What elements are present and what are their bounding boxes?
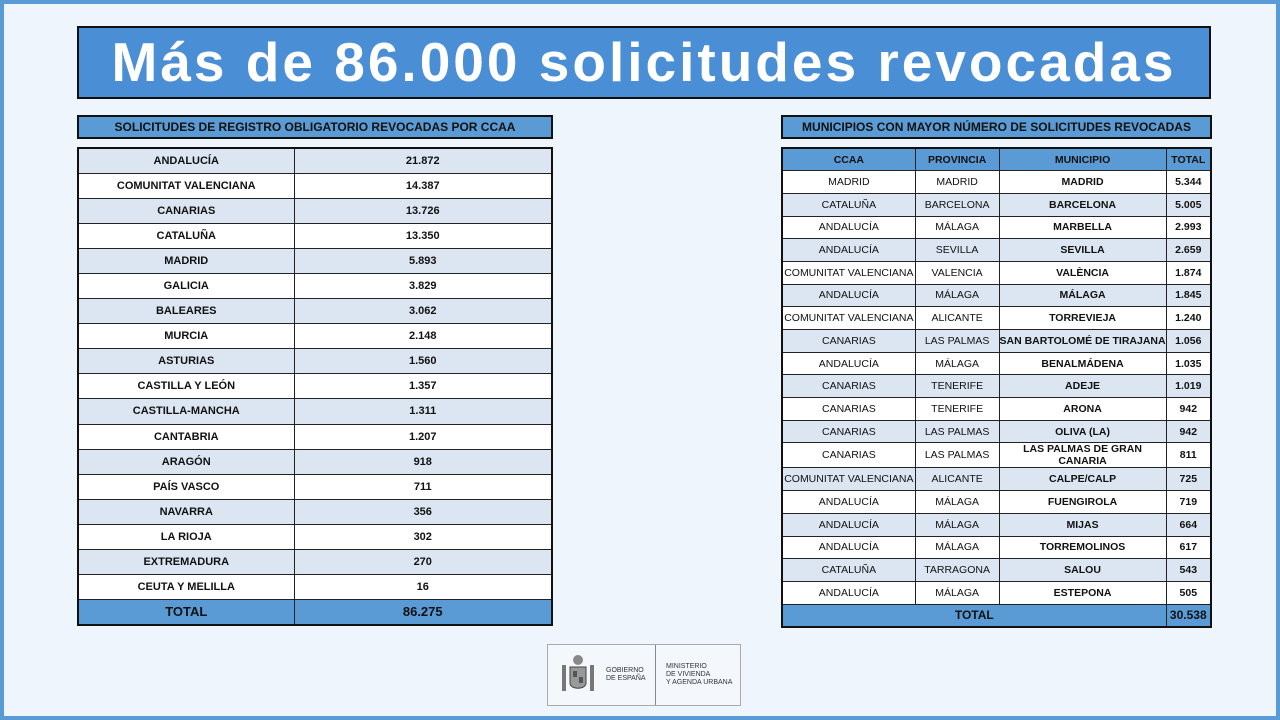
table-cell: ADEJE bbox=[999, 375, 1166, 398]
column-header: CCAA bbox=[782, 148, 915, 171]
table-row bbox=[78, 198, 552, 223]
table-row bbox=[782, 443, 1211, 468]
table-row bbox=[782, 284, 1211, 307]
table-cell: CANARIAS bbox=[782, 375, 915, 398]
table-cell: 1.019 bbox=[1166, 375, 1211, 398]
table-cell: 5.893 bbox=[294, 248, 552, 273]
coat-of-arms-icon bbox=[560, 653, 596, 697]
table-cell: COMUNITAT VALENCIANA bbox=[782, 307, 915, 330]
table-cell: LAS PALMAS DE GRAN CANARIA bbox=[999, 443, 1166, 468]
municipios-table bbox=[781, 147, 1212, 628]
table-cell: LA RIOJA bbox=[78, 524, 294, 549]
table-cell: ALICANTE bbox=[915, 307, 999, 330]
table-cell: 1.845 bbox=[1166, 284, 1211, 307]
table-cell: TENERIFE bbox=[915, 375, 999, 398]
table-row bbox=[782, 307, 1211, 330]
table-cell: 2.148 bbox=[294, 324, 552, 349]
table-row bbox=[782, 261, 1211, 284]
table-cell: 725 bbox=[1166, 468, 1211, 491]
table-cell: 1.035 bbox=[1166, 352, 1211, 375]
logo-min-line1: MINISTERIO bbox=[666, 663, 707, 670]
table-cell: ASTURIAS bbox=[78, 349, 294, 374]
table-row bbox=[782, 239, 1211, 262]
table-cell: MÁLAGA bbox=[915, 581, 999, 604]
table-cell: 86.275 bbox=[294, 600, 552, 625]
table-cell: ANDALUCÍA bbox=[782, 352, 915, 375]
table-cell: FUENGIROLA bbox=[999, 491, 1166, 514]
table-cell: MÁLAGA bbox=[915, 491, 999, 514]
table-cell: ALICANTE bbox=[915, 468, 999, 491]
table-cell: COMUNITAT VALENCIANA bbox=[782, 261, 915, 284]
table-cell: LAS PALMAS bbox=[915, 420, 999, 443]
table-cell: SAN BARTOLOMÉ DE TIRAJANA bbox=[999, 330, 1166, 353]
table-row bbox=[782, 375, 1211, 398]
table-row bbox=[78, 424, 552, 449]
table-cell: CANARIAS bbox=[782, 330, 915, 353]
table-row bbox=[78, 349, 552, 374]
table-cell: GALICIA bbox=[78, 273, 294, 298]
table-cell: 302 bbox=[294, 524, 552, 549]
slide bbox=[4, 4, 1276, 716]
table-cell: MIJAS bbox=[999, 513, 1166, 536]
table-cell: CANARIAS bbox=[782, 443, 915, 468]
table-cell: MÁLAGA bbox=[999, 284, 1166, 307]
table-cell: MARBELLA bbox=[999, 216, 1166, 239]
table-cell: CANARIAS bbox=[782, 420, 915, 443]
table-cell: 1.560 bbox=[294, 349, 552, 374]
table-cell: BARCELONA bbox=[999, 193, 1166, 216]
table-cell: TORREMOLINOS bbox=[999, 536, 1166, 559]
table-cell: SALOU bbox=[999, 559, 1166, 582]
table-cell: BENALMÁDENA bbox=[999, 352, 1166, 375]
table-row bbox=[78, 575, 552, 600]
table-cell: CASTILLA Y LEÓN bbox=[78, 374, 294, 399]
table-row bbox=[782, 193, 1211, 216]
table-cell: 270 bbox=[294, 550, 552, 575]
table-cell: TORREVIEJA bbox=[999, 307, 1166, 330]
table-cell: VALÈNCIA bbox=[999, 261, 1166, 284]
table-cell: SEVILLA bbox=[999, 239, 1166, 262]
table-cell: LAS PALMAS bbox=[915, 443, 999, 468]
table-row bbox=[782, 330, 1211, 353]
table-cell: 1.240 bbox=[1166, 307, 1211, 330]
table-row bbox=[78, 524, 552, 549]
table-cell: ANDALUCÍA bbox=[78, 148, 294, 173]
table-cell: TOTAL bbox=[78, 600, 294, 625]
table-cell: ANDALUCÍA bbox=[782, 284, 915, 307]
table-cell: NAVARRA bbox=[78, 499, 294, 524]
table-row bbox=[782, 513, 1211, 536]
table-row bbox=[78, 299, 552, 324]
table-cell: 3.062 bbox=[294, 299, 552, 324]
table-cell: VALENCIA bbox=[915, 261, 999, 284]
right-table-caption: MUNICIPIOS CON MAYOR NÚMERO DE SOLICITUDES REVOCADAS bbox=[781, 115, 1212, 139]
table-cell: 942 bbox=[1166, 420, 1211, 443]
table-row bbox=[78, 173, 552, 198]
table-row bbox=[78, 550, 552, 575]
table-cell: LAS PALMAS bbox=[915, 330, 999, 353]
table-row bbox=[78, 148, 552, 173]
column-header: PROVINCIA bbox=[915, 148, 999, 171]
table-cell: 942 bbox=[1166, 398, 1211, 421]
table-row bbox=[78, 223, 552, 248]
table-cell: BARCELONA bbox=[915, 193, 999, 216]
table-cell: 13.726 bbox=[294, 198, 552, 223]
logo-min-line2: DE VIVIENDA bbox=[666, 671, 711, 678]
table-cell: MADRID bbox=[782, 171, 915, 194]
table-cell: OLIVA (LA) bbox=[999, 420, 1166, 443]
table-cell: 719 bbox=[1166, 491, 1211, 514]
table-row bbox=[782, 352, 1211, 375]
table-cell: 1.311 bbox=[294, 399, 552, 424]
ccaa-table bbox=[77, 147, 553, 626]
table-cell: 2.659 bbox=[1166, 239, 1211, 262]
table-cell: 918 bbox=[294, 449, 552, 474]
table-cell: 16 bbox=[294, 575, 552, 600]
table-cell: 1.874 bbox=[1166, 261, 1211, 284]
table-cell: COMUNITAT VALENCIANA bbox=[78, 173, 294, 198]
total-row bbox=[78, 600, 552, 625]
table-row bbox=[782, 420, 1211, 443]
table-row bbox=[78, 273, 552, 298]
table-cell: 3.829 bbox=[294, 273, 552, 298]
table-cell: COMUNITAT VALENCIANA bbox=[782, 468, 915, 491]
total-row bbox=[782, 604, 1211, 627]
table-cell: CATALUÑA bbox=[78, 223, 294, 248]
table-cell: 711 bbox=[294, 474, 552, 499]
table-cell: MADRID bbox=[915, 171, 999, 194]
table-row bbox=[782, 398, 1211, 421]
table-cell: ESTEPONA bbox=[999, 581, 1166, 604]
table-cell: ANDALUCÍA bbox=[782, 216, 915, 239]
table-cell: 5.344 bbox=[1166, 171, 1211, 194]
table-cell: 30.538 bbox=[1166, 604, 1211, 627]
table-cell: MADRID bbox=[78, 248, 294, 273]
government-logo bbox=[547, 644, 741, 706]
table-row bbox=[782, 581, 1211, 604]
table-cell: CASTILLA-MANCHA bbox=[78, 399, 294, 424]
table-cell: 664 bbox=[1166, 513, 1211, 536]
table-cell: CANARIAS bbox=[782, 398, 915, 421]
table-cell: MÁLAGA bbox=[915, 352, 999, 375]
table-row bbox=[78, 374, 552, 399]
table-cell: CALPE/CALP bbox=[999, 468, 1166, 491]
table-row bbox=[782, 491, 1211, 514]
table-cell: EXTREMADURA bbox=[78, 550, 294, 575]
table-cell: MÁLAGA bbox=[915, 216, 999, 239]
page-title: Más de 86.000 solicitudes revocadas bbox=[77, 26, 1211, 99]
logo-min-line3: Y AGENDA URBANA bbox=[666, 679, 733, 686]
table-cell: 811 bbox=[1166, 443, 1211, 468]
table-cell: 543 bbox=[1166, 559, 1211, 582]
table-cell: MADRID bbox=[999, 171, 1166, 194]
table-cell: 617 bbox=[1166, 536, 1211, 559]
table-cell: 14.387 bbox=[294, 173, 552, 198]
column-header: MUNICIPIO bbox=[999, 148, 1166, 171]
table-row bbox=[782, 536, 1211, 559]
table-cell: TARRAGONA bbox=[915, 559, 999, 582]
table-cell: TOTAL bbox=[782, 604, 1166, 627]
table-cell: 505 bbox=[1166, 581, 1211, 604]
table-cell: 13.350 bbox=[294, 223, 552, 248]
table-cell: CANARIAS bbox=[78, 198, 294, 223]
logo-gov-line2: DE ESPAÑA bbox=[606, 675, 646, 682]
table-cell: ARAGÓN bbox=[78, 449, 294, 474]
table-cell: ANDALUCÍA bbox=[782, 239, 915, 262]
table-cell: ARONA bbox=[999, 398, 1166, 421]
table-row bbox=[782, 171, 1211, 194]
table-cell: 1.207 bbox=[294, 424, 552, 449]
table-cell: CATALUÑA bbox=[782, 559, 915, 582]
table-cell: 356 bbox=[294, 499, 552, 524]
left-table-caption: SOLICITUDES DE REGISTRO OBLIGATORIO REVOCADAS POR CCAA bbox=[77, 115, 553, 139]
table-cell: TENERIFE bbox=[915, 398, 999, 421]
table-row bbox=[782, 559, 1211, 582]
table-cell: ANDALUCÍA bbox=[782, 536, 915, 559]
table-cell: ANDALUCÍA bbox=[782, 491, 915, 514]
table-cell: CANTABRIA bbox=[78, 424, 294, 449]
table-cell: CEUTA Y MELILLA bbox=[78, 575, 294, 600]
table-row bbox=[78, 474, 552, 499]
table-cell: MÁLAGA bbox=[915, 513, 999, 536]
table-row bbox=[78, 399, 552, 424]
column-header: TOTAL bbox=[1166, 148, 1211, 171]
table-cell: 1.357 bbox=[294, 374, 552, 399]
table-cell: 2.993 bbox=[1166, 216, 1211, 239]
table-cell: CATALUÑA bbox=[782, 193, 915, 216]
table-row bbox=[78, 499, 552, 524]
logo-gov-line1: GOBIERNO bbox=[606, 667, 644, 674]
table-row bbox=[78, 324, 552, 349]
table-row bbox=[78, 248, 552, 273]
table-row bbox=[782, 468, 1211, 491]
table-cell: 5.005 bbox=[1166, 193, 1211, 216]
table-cell: MURCIA bbox=[78, 324, 294, 349]
table-cell: ANDALUCÍA bbox=[782, 581, 915, 604]
table-cell: 1.056 bbox=[1166, 330, 1211, 353]
table-cell: PAÍS VASCO bbox=[78, 474, 294, 499]
table-cell: BALEARES bbox=[78, 299, 294, 324]
table-cell: MÁLAGA bbox=[915, 284, 999, 307]
table-cell: ANDALUCÍA bbox=[782, 513, 915, 536]
table-row bbox=[782, 216, 1211, 239]
table-cell: SEVILLA bbox=[915, 239, 999, 262]
table-cell: 21.872 bbox=[294, 148, 552, 173]
table-row bbox=[78, 449, 552, 474]
table-cell: MÁLAGA bbox=[915, 536, 999, 559]
